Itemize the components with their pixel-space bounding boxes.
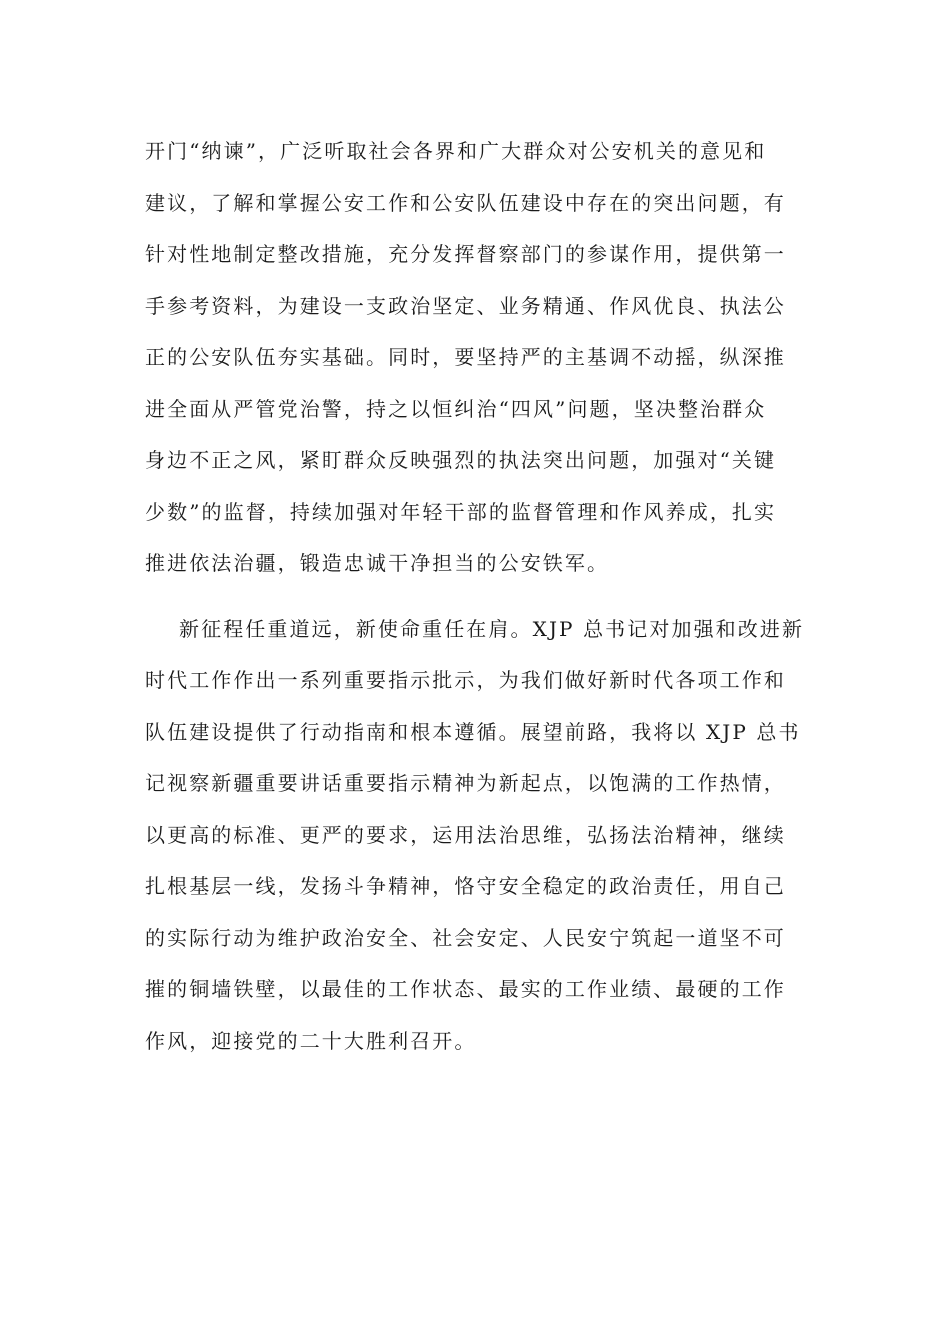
text-line: 正的公安队伍夯实基础。同时，要坚持严的主基调不动摇，纵深推 — [145, 345, 786, 369]
text-line: 以更高的标准、更严的要求，运用法治思维，弘扬法治精神，继续 — [145, 822, 786, 847]
text-line: 的实际行动为维护政治安全、社会安定、人民安宁筑起一道坚不可 — [145, 925, 786, 950]
text-line: 推进依法治疆，锻造忠诚干净担当的公安铁军。 — [145, 551, 610, 575]
text-line: 建议，了解和掌握公安工作和公安队伍建设中存在的突出问题，有 — [145, 190, 786, 215]
text-line: 扎根基层一线，发扬斗争精神，恪守安全稳定的政治责任，用自己 — [145, 874, 786, 898]
paragraph-spacer — [145, 592, 807, 606]
paragraph-1 — [145, 128, 807, 592]
text-line: 针对性地制定整改措施，充分发挥督察部门的参谋作用，提供第一 — [145, 242, 786, 266]
text-line: 时代工作作出一系列重要指示批示，为我们做好新时代各项工作和 — [145, 668, 786, 692]
text-line: 摧的铜墙铁壁，以最佳的工作状态、最实的工作业绩、最硬的工作 — [145, 977, 786, 1001]
text-line: 开门“纳谏”，广泛听取社会各界和广大群众对公安机关的意见和 — [145, 139, 767, 163]
text-line: 队伍建设提供了行动指南和根本遵循。展望前路，我将以 XJP 总书 — [145, 719, 801, 744]
text-line: 作风，迎接党的二十大胜利召开。 — [145, 1028, 477, 1053]
text-line: 记视察新疆重要讲话重要指示精神为新起点，以饱满的工作热情， — [145, 771, 786, 795]
text-line: 手参考资料，为建设一支政治坚定、业务精通、作风优良、执法公 — [145, 293, 786, 318]
paragraph-2 — [145, 606, 807, 1070]
document-body — [145, 128, 807, 1069]
text-line: 进全面从严管党治警，持之以恒纠治“四风”问题，坚决整治群众 — [145, 396, 767, 421]
text-line: 身边不正之风，紧盯群众反映强烈的执法突出问题，加强对“关键 — [145, 448, 777, 472]
text-line-first-indented: 新征程任重道远，新使命重任在肩。XJP 总书记对加强和改进新 — [179, 616, 805, 641]
text-line: 少数”的监督，持续加强对年轻干部的监督管理和作风养成，扎实 — [145, 499, 777, 524]
